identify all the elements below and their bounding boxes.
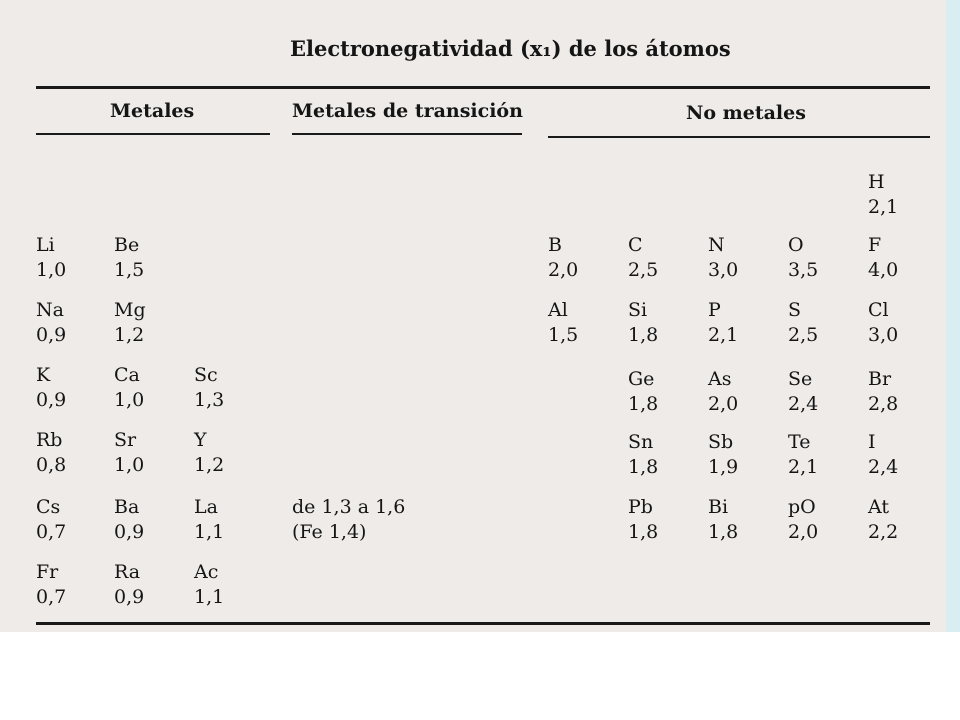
element-cell-al <box>548 298 578 348</box>
element-symbol: Si <box>628 299 648 321</box>
nonmetals-rule <box>548 136 930 138</box>
element-value: 1,1 <box>194 586 225 608</box>
element-symbol: F <box>868 234 882 256</box>
element-cell-b <box>548 233 578 283</box>
element-value: 0,9 <box>36 324 67 346</box>
element-cell-br <box>868 367 898 417</box>
element-symbol: Sc <box>194 364 218 386</box>
element-cell-n <box>708 233 738 283</box>
element-value: 2,4 <box>868 456 899 478</box>
element-cell-o <box>788 233 818 283</box>
element-value: 2,8 <box>868 393 899 415</box>
transition-range-line-2: (Fe 1,4) <box>292 521 367 543</box>
element-value: 1,8 <box>708 521 739 543</box>
element-cell-ac <box>194 560 224 610</box>
element-value: 0,9 <box>114 521 145 543</box>
element-cell-p <box>708 298 738 348</box>
element-value: 1,1 <box>194 521 225 543</box>
element-cell-at <box>868 495 898 545</box>
element-cell-s <box>788 298 818 348</box>
element-value: 2,2 <box>868 521 899 543</box>
element-symbol: Cs <box>36 496 61 518</box>
element-cell-i <box>868 430 898 480</box>
element-symbol: As <box>708 368 732 390</box>
element-symbol: Sr <box>114 429 137 451</box>
element-value: 1,0 <box>114 389 145 411</box>
element-symbol: La <box>194 496 218 518</box>
element-symbol: Te <box>788 431 811 453</box>
element-cell-h <box>868 170 898 220</box>
group-header-transition: Metales de transición <box>292 100 523 122</box>
element-value: 2,5 <box>788 324 819 346</box>
element-cell-ra <box>114 560 144 610</box>
element-cell-k <box>36 363 66 413</box>
element-value: 1,8 <box>628 393 659 415</box>
element-cell-sb <box>708 430 738 480</box>
element-symbol: B <box>548 234 562 256</box>
element-cell-cl <box>868 298 898 348</box>
element-cell-c <box>628 233 658 283</box>
element-cell-se <box>788 367 818 417</box>
element-cell-ca <box>114 363 144 413</box>
element-symbol: H <box>868 171 885 193</box>
element-value: 2,1 <box>708 324 739 346</box>
element-value: 1,9 <box>708 456 739 478</box>
element-value: 1,5 <box>548 324 579 346</box>
element-symbol: Sn <box>628 431 654 453</box>
element-symbol: Ba <box>114 496 140 518</box>
element-value: 1,3 <box>194 389 225 411</box>
element-symbol: Mg <box>114 299 146 321</box>
element-symbol: N <box>708 234 725 256</box>
element-value: 3,5 <box>788 259 819 281</box>
element-symbol: Sb <box>708 431 734 453</box>
element-value: 0,9 <box>36 389 67 411</box>
element-value: 0,7 <box>36 586 67 608</box>
element-value: 0,7 <box>36 521 67 543</box>
element-cell-y <box>194 428 224 478</box>
element-cell-fr <box>36 560 66 610</box>
element-value: 2,5 <box>628 259 659 281</box>
element-value: 1,2 <box>114 324 145 346</box>
element-cell-te <box>788 430 818 480</box>
element-symbol: Br <box>868 368 892 390</box>
element-symbol: Ac <box>194 561 219 583</box>
element-value: 1,0 <box>114 454 145 476</box>
element-value: 2,1 <box>788 456 819 478</box>
element-value: 3,0 <box>708 259 739 281</box>
element-symbol: I <box>868 431 876 453</box>
element-cell-si <box>628 298 658 348</box>
element-value: 2,1 <box>868 196 899 218</box>
table-title: Electronegatividad (x₁) de los átomos <box>290 36 731 61</box>
element-symbol: Pb <box>628 496 653 518</box>
element-symbol: K <box>36 364 51 386</box>
element-cell-ba <box>114 495 144 545</box>
group-header-metals: Metales <box>110 100 195 122</box>
element-symbol: At <box>868 496 890 518</box>
scan-edge <box>946 0 960 632</box>
top-rule <box>36 86 930 89</box>
transition-range <box>292 495 405 545</box>
element-cell-f <box>868 233 898 283</box>
element-cell-as <box>708 367 738 417</box>
element-symbol: Bi <box>708 496 729 518</box>
element-symbol: Y <box>194 429 207 451</box>
element-cell-sr <box>114 428 144 478</box>
element-cell-la <box>194 495 224 545</box>
element-symbol: O <box>788 234 804 256</box>
element-cell-cs <box>36 495 66 545</box>
element-value: 0,8 <box>36 454 67 476</box>
element-symbol: C <box>628 234 643 256</box>
element-value: 0,9 <box>114 586 145 608</box>
element-symbol: S <box>788 299 802 321</box>
element-cell-li <box>36 233 66 283</box>
element-cell-pb <box>628 495 658 545</box>
bottom-rule <box>36 622 930 625</box>
element-symbol: P <box>708 299 721 321</box>
group-header-nonmetals: No metales <box>686 102 806 124</box>
element-cell-bi <box>708 495 738 545</box>
element-value: 1,0 <box>36 259 67 281</box>
element-value: 1,8 <box>628 521 659 543</box>
transition-rule <box>292 133 522 135</box>
transition-range-line-1: de 1,3 a 1,6 <box>292 496 406 518</box>
element-value: 2,0 <box>548 259 579 281</box>
element-symbol: pO <box>788 496 816 518</box>
element-symbol: Rb <box>36 429 63 451</box>
element-symbol: Ra <box>114 561 141 583</box>
element-symbol: Be <box>114 234 140 256</box>
element-value: 1,8 <box>628 324 659 346</box>
element-cell-po <box>788 495 818 545</box>
element-symbol: Se <box>788 368 813 390</box>
element-value: 1,8 <box>628 456 659 478</box>
element-value: 1,2 <box>194 454 225 476</box>
metals-rule <box>36 133 270 135</box>
element-symbol: Al <box>548 299 568 321</box>
element-symbol: Ca <box>114 364 140 386</box>
element-value: 2,0 <box>708 393 739 415</box>
element-value: 2,0 <box>788 521 819 543</box>
element-value: 2,4 <box>788 393 819 415</box>
element-cell-rb <box>36 428 66 478</box>
element-cell-mg <box>114 298 146 348</box>
element-cell-sn <box>628 430 658 480</box>
element-symbol: Na <box>36 299 64 321</box>
element-cell-be <box>114 233 144 283</box>
element-cell-na <box>36 298 66 348</box>
element-symbol: Li <box>36 234 55 256</box>
element-value: 4,0 <box>868 259 899 281</box>
element-value: 1,5 <box>114 259 145 281</box>
element-symbol: Fr <box>36 561 59 583</box>
element-cell-ge <box>628 367 658 417</box>
element-symbol: Cl <box>868 299 889 321</box>
element-value: 3,0 <box>868 324 899 346</box>
element-symbol: Ge <box>628 368 655 390</box>
element-cell-sc <box>194 363 224 413</box>
